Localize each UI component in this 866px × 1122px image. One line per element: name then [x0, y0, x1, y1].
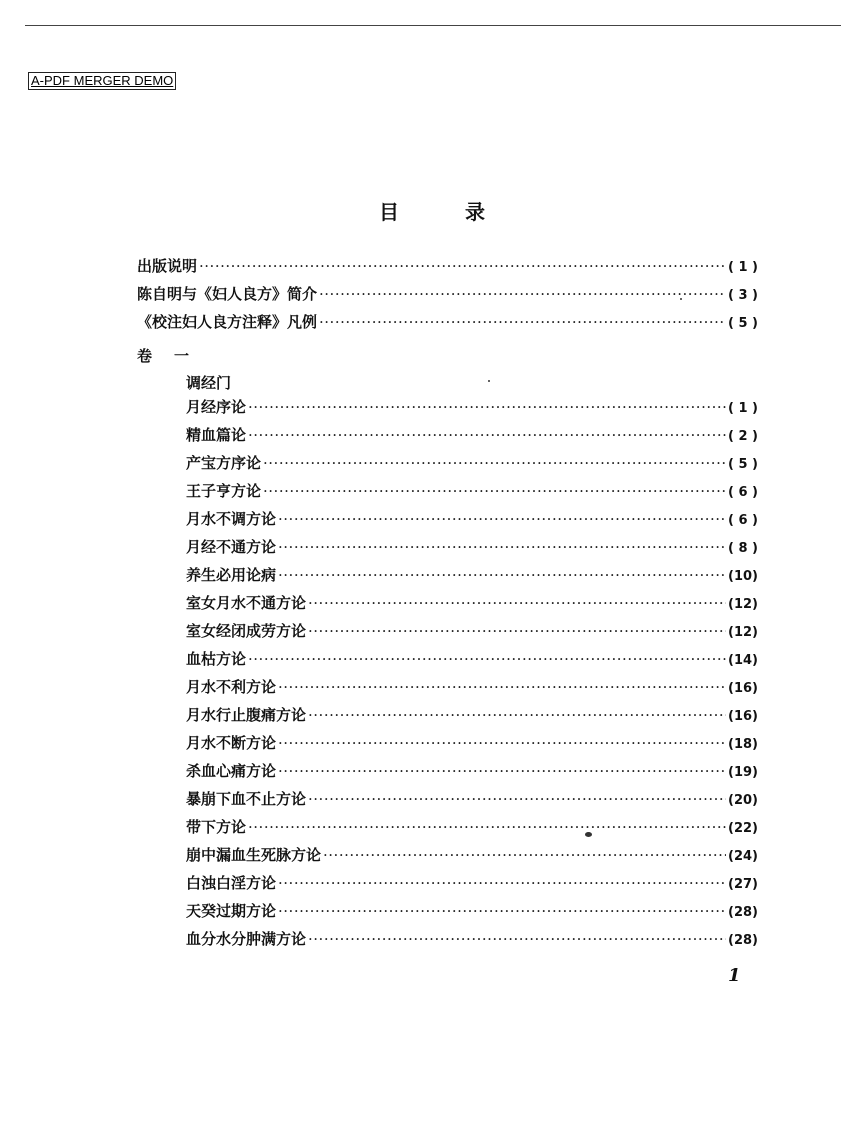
toc-title: 暴崩下血不止方论: [186, 790, 307, 808]
toc-page: (14): [728, 653, 758, 668]
toc-page: ( 1 ): [728, 401, 758, 416]
scan-speck: [488, 380, 490, 382]
toc-title: 出版说明: [137, 257, 198, 275]
leader-dots: [308, 622, 726, 640]
toc-title: 崩中漏血生死脉方论: [186, 846, 322, 864]
toc-page: (27): [728, 877, 758, 892]
toc-page: ( 5 ): [728, 316, 758, 331]
toc-page: (10): [728, 569, 758, 584]
toc-page: ( 5 ): [728, 457, 758, 472]
toc-page: ( 8 ): [728, 541, 758, 556]
toc-page: (12): [728, 625, 758, 640]
volume-heading: [137, 345, 189, 366]
toc-page: (19): [728, 765, 758, 780]
toc-page: (16): [728, 681, 758, 696]
toc-title: 月水不断方论: [186, 734, 277, 752]
toc-page: (22): [728, 821, 758, 836]
toc-title: 养生必用论病: [186, 566, 277, 584]
toc-page: (24): [728, 849, 758, 864]
leader-dots: [278, 538, 726, 556]
leader-dots: [263, 454, 726, 472]
toc-row[interactable]: [137, 255, 758, 275]
toc-row[interactable]: [186, 816, 758, 836]
toc-title: 月水不利方论: [186, 678, 277, 696]
toc-page: ( 6 ): [728, 513, 758, 528]
page-number: 1: [728, 965, 741, 986]
toc-title: 血枯方论: [186, 650, 247, 668]
toc-row[interactable]: [186, 732, 758, 752]
leader-dots: [319, 313, 726, 331]
leader-dots: [278, 678, 726, 696]
toc-title: 月经不通方论: [186, 538, 277, 556]
volume-label: 卷: [137, 347, 153, 365]
toc-row[interactable]: [186, 844, 758, 864]
toc-title: 天癸过期方论: [186, 902, 277, 920]
toc-row[interactable]: [186, 536, 758, 556]
leader-dots: [323, 846, 726, 864]
leader-dots: [308, 930, 726, 948]
leader-dots: [248, 818, 726, 836]
toc-title: 血分水分肿满方论: [186, 930, 307, 948]
leader-dots: [308, 790, 726, 808]
toc-row[interactable]: [186, 760, 758, 780]
toc-page: (28): [728, 905, 758, 920]
toc-row[interactable]: [186, 704, 758, 724]
toc-title: 王子亨方论: [186, 482, 262, 500]
toc-page: ( 3 ): [728, 288, 758, 303]
toc-row[interactable]: [186, 900, 758, 920]
toc-row[interactable]: [186, 508, 758, 528]
toc-title: 白浊白淫方论: [186, 874, 277, 892]
toc-page: (28): [728, 933, 758, 948]
toc-page: (12): [728, 597, 758, 612]
toc-title: 带下方论: [186, 818, 247, 836]
scan-speck: [680, 298, 682, 300]
leader-dots: [308, 706, 726, 724]
leader-dots: [199, 257, 726, 275]
toc-title: 产宝方序论: [186, 454, 262, 472]
toc-title: 陈自明与《妇人良方》简介: [137, 285, 318, 303]
toc-title: 室女月水不通方论: [186, 594, 307, 612]
leader-dots: [248, 398, 726, 416]
leader-dots: [278, 902, 726, 920]
toc-row[interactable]: [137, 283, 758, 303]
scan-speck: [585, 832, 592, 837]
leader-dots: [319, 285, 726, 303]
toc-title: 杀血心痛方论: [186, 762, 277, 780]
leader-dots: [263, 482, 726, 500]
toc-row[interactable]: [186, 788, 758, 808]
page-title: [0, 196, 866, 225]
toc-row[interactable]: [186, 648, 758, 668]
leader-dots: [278, 566, 726, 584]
toc-page: ( 1 ): [728, 260, 758, 275]
leader-dots: [278, 762, 726, 780]
toc-page: ( 2 ): [728, 429, 758, 444]
toc-row[interactable]: [186, 592, 758, 612]
toc-title: 《校注妇人良方注释》凡例: [137, 313, 318, 331]
toc-page: (18): [728, 737, 758, 752]
toc-title: 月水不调方论: [186, 510, 277, 528]
toc-page: (20): [728, 793, 758, 808]
top-rule: [25, 25, 841, 26]
section-heading: 调经门: [186, 374, 232, 392]
toc-title: 月经序论: [186, 398, 247, 416]
watermark-label: A-PDF MERGER DEMO: [28, 72, 176, 90]
toc-page: (16): [728, 709, 758, 724]
leader-dots: [248, 650, 726, 668]
toc-row[interactable]: [186, 480, 758, 500]
toc-row[interactable]: [186, 424, 758, 444]
toc-row[interactable]: [186, 872, 758, 892]
toc-title: 月水行止腹痛方论: [186, 706, 307, 724]
toc-row[interactable]: [137, 311, 758, 331]
toc-page: ( 6 ): [728, 485, 758, 500]
leader-dots: [278, 874, 726, 892]
toc-row[interactable]: [186, 928, 758, 948]
toc-row[interactable]: [186, 676, 758, 696]
title-char-1: 目: [379, 200, 402, 224]
leader-dots: [248, 426, 726, 444]
leader-dots: [308, 594, 726, 612]
toc-title: 室女经闭成劳方论: [186, 622, 307, 640]
toc-row[interactable]: [186, 396, 758, 416]
volume-number: 一: [174, 347, 190, 365]
leader-dots: [278, 734, 726, 752]
toc-row[interactable]: [186, 452, 758, 472]
toc-row[interactable]: [186, 620, 758, 640]
title-char-2: 录: [464, 200, 487, 224]
toc-title: 精血篇论: [186, 426, 247, 444]
leader-dots: [278, 510, 726, 528]
toc-row[interactable]: [186, 564, 758, 584]
